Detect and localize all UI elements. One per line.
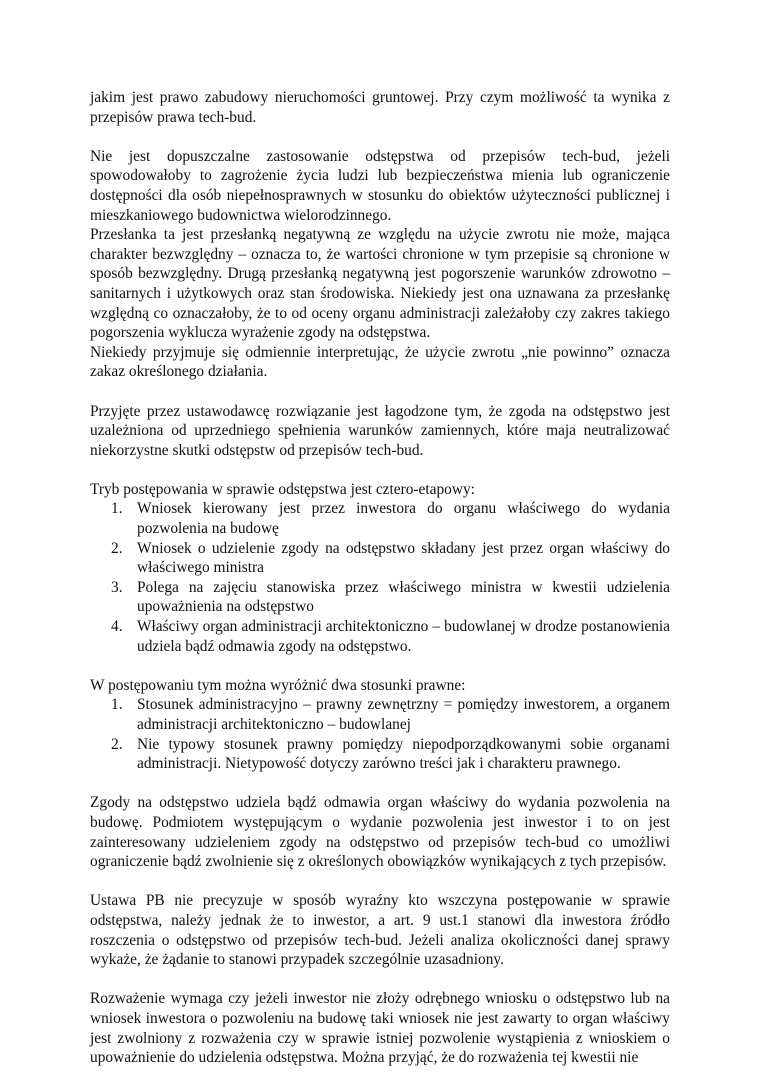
- list-item-text: Wniosek o udzielenie zgody na odstępstwo składany jest przez organ właściwy do właściwego ministra: [137, 539, 670, 577]
- list-item-text: Polega na zajęciu stanowiska przez właściwego ministra w kwestii udzielenia upoważnienia na odstępstwo: [137, 578, 670, 616]
- list-number: 3.: [111, 578, 123, 596]
- list-item: [90, 617, 670, 656]
- list-intro: Tryb postępowania w sprawie odstępstwa jest cztero-etapowy:: [90, 480, 475, 498]
- list-item: [90, 578, 670, 617]
- list-number: 2.: [111, 735, 123, 753]
- paragraph-spacer: [90, 872, 670, 892]
- paragraph-spacer: [90, 656, 670, 676]
- paragraph: Rozważenie wymaga czy jeżeli inwestor nie złoży odrębnego wniosku o odstępstwo lub na wniosek inwestora o pozwoleniu na budowę taki wniosek nie jest zawarty to organ właściwy jest zwolniony z rozważenia czy w sprawie istniej pozwolenie wystąpienia z wnioskiem o upoważnienie do udzielenia odstępstwa. Można przyjąć, że do rozważenia tej kwestii nie: [90, 990, 670, 1067]
- paragraph: Przyjęte przez ustawodawcę rozwiązanie jest łagodzone tym, że zgoda na odstępstwo jest uzależniona od uprzedniego spełnienia warunków zamiennych, które maja neutralizować niekorzystne skutki odstępstw od przepisów tech-bud.: [90, 402, 670, 459]
- list-number: 1.: [111, 500, 123, 518]
- paragraph: Ustawa PB nie precyzuje w sposób wyraźny kto wszczyna postępowanie w sprawie odstępstwa, należy jednak że to inwestor, a art. 9 ust.1 stanowi dla inwestora źródło roszczenia o odstępstwo od przepisów tech-bud. Jeżeli analiza okoliczności danej sprawy wykaże, że żądanie to stanowi przypadek szczególnie uzasadniony.: [90, 892, 670, 969]
- list-item: [90, 499, 670, 538]
- list-item-text: Właściwy organ administracji architektoniczno – budowlanej w drodze postanowienia udziela bądź odmawia zgody na odstępstwo.: [137, 618, 670, 655]
- list-number: 2.: [111, 539, 123, 557]
- legal-relations-list: [90, 695, 670, 773]
- paragraph: Nie jest dopuszczalne zastosowanie odstępstwa od przepisów tech-bud, jeżeli spowodowałoby to zagrożenie życia ludzi lub bezpieczeństwa mienia lub ograniczenie dostępności dla osób niepełnosprawnych w stosunku do obiektów użyteczności publicznej i mieszkaniowego budownictwa wielorodzinnego.: [90, 147, 670, 224]
- list-item: [90, 695, 670, 734]
- paragraph: Przesłanka ta jest przesłanką negatywną ze względu na użycie zwrotu nie może, mająca charakter bezwzględny – oznacza to, że wartości chronione w tym przepisie są chronione w sposób bezwzględny. Drugą przesłanką negatywną jest pogorszenie warunków zdrowotno – sanitarnych i użytkowych oraz stan środowiska. Niekiedy jest ona uznawana za przesłankę względną co oznaczałoby, że to od oceny organu administracji zależałoby czy zakres takiego pogorszenia wyklucza wyrażenie zgody na odstępstwa.: [90, 226, 670, 342]
- page-content: [90, 88, 670, 1068]
- paragraph: Niekiedy przyjmuje się odmiennie interpretując, że użycie zwrotu „nie powinno” oznacza zakaz określonego działania.: [90, 343, 670, 381]
- list-item-text: Nie typowy stosunek prawny pomiędzy niepodporządkowanymi sobie organami administracji. Nietypowość dotyczy zarówno treści jak i charakteru prawnego.: [137, 735, 670, 773]
- paragraph: jakim jest prawo zabudowy nieruchomości gruntowej. Przy czym możliwość ta wynika z przepisów prawa tech-bud.: [90, 89, 670, 126]
- list-item-text: Stosunek administracyjno – prawny zewnętrzny = pomiędzy inwestorem, a organem administracji architektoniczno – budowlanej: [137, 696, 670, 733]
- list-item-text: Wniosek kierowany jest przez inwestora do organu właściwego do wydania pozwolenia na budowę: [137, 500, 670, 538]
- list-item: [90, 735, 670, 774]
- paragraph-spacer: [90, 460, 670, 480]
- paragraph: Zgody na odstępstwo udziela bądź odmawia organ właściwy do wydania pozwolenia na budowę. Podmiotem występującym o wydanie pozwolenia jest inwestor i to on jest zainteresowany udzieleniem zgody na odstępstwo od przepisów tech-bud co umożliwi ograniczenie bądź zwolnienie się z określonych obowiązków wynikających z tych przepisów.: [90, 794, 670, 871]
- list-intro: W postępowaniu tym można wyróżnić dwa stosunki prawne:: [90, 676, 466, 694]
- paragraph-spacer: [90, 970, 670, 990]
- paragraph-spacer: [90, 127, 670, 147]
- paragraph-spacer: [90, 774, 670, 794]
- procedure-stages-list: [90, 499, 670, 656]
- list-number: 4.: [111, 618, 123, 636]
- list-item: [90, 539, 670, 578]
- paragraph-spacer: [90, 382, 670, 402]
- list-number: 1.: [111, 696, 123, 714]
